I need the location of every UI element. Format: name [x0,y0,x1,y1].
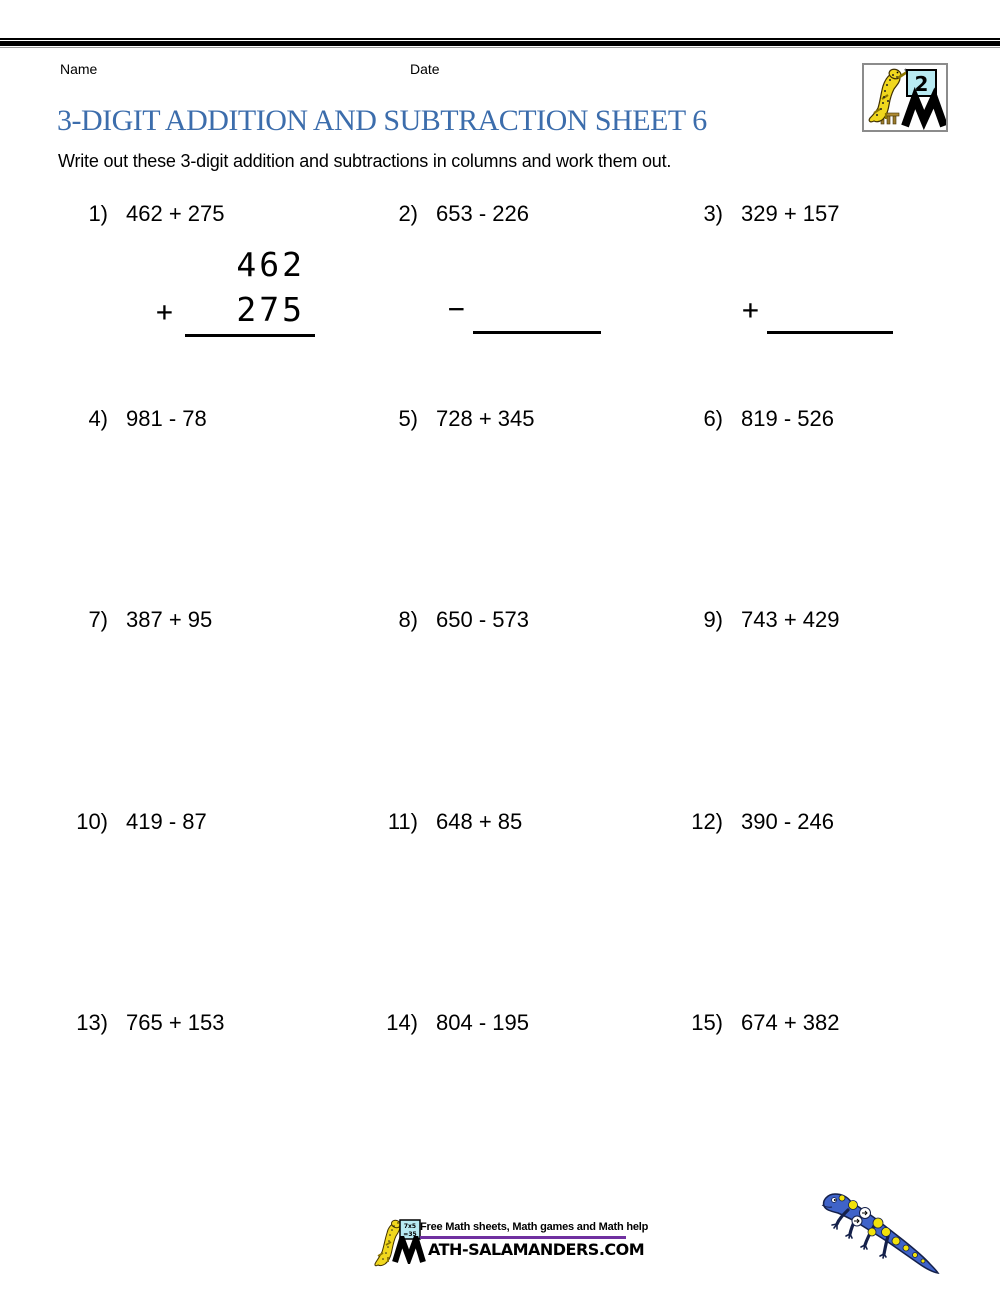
footer-logo [372,1216,649,1274]
problem-expression: 419 - 87 [126,809,207,834]
footer-underline [420,1236,626,1239]
problem-item [50,406,207,432]
problem-number: 4) [88,406,108,431]
worked-example-operator: + [156,295,173,328]
problem-row [0,1010,1000,1038]
problem-number: 10) [76,809,108,834]
problem-item [360,607,529,633]
problem-number: 9) [703,607,723,632]
footer-board-line1: 7x5 [403,1223,417,1230]
problem-item [50,809,207,835]
problem-item [360,201,529,227]
problem-row [0,406,1000,434]
problem-expression: 728 + 345 [436,406,535,431]
problem-number: 12) [691,809,723,834]
name-label: Name [60,61,98,77]
problem-expression: 743 + 429 [741,607,840,632]
problem-expression: 648 + 85 [436,809,523,834]
problem-expression: 819 - 526 [741,406,834,431]
problem-number: 13) [76,1010,108,1035]
problem-row [0,809,1000,837]
problem-number: 14) [386,1010,418,1035]
problem-number: 15) [691,1010,723,1035]
problem-number: 5) [398,406,418,431]
problem-number: 7) [88,607,108,632]
problem-item [360,1010,529,1036]
answer-line [473,331,601,334]
problem-expression: 765 + 153 [126,1010,225,1035]
problem-number: 1) [88,201,108,226]
footer-m-icon [392,1236,426,1264]
problem-number: 2) [398,201,418,226]
problem-item [665,201,839,227]
top-rule-thin [0,38,1000,40]
problem-item [665,1010,839,1036]
problem-item [50,1010,224,1036]
problem-item [665,809,834,835]
page-title: 3-DIGIT ADDITION AND SUBTRACTION SHEET 6 [57,104,707,137]
problem-expression: 674 + 382 [741,1010,840,1035]
problem-number: 8) [398,607,418,632]
problem-row [0,607,1000,635]
header-logo-graphic [864,65,946,130]
header-m-icon [905,98,944,126]
worked-example-bottom-number: 275 [236,290,305,329]
problem-item [360,809,522,835]
problem-expression: 329 + 157 [741,201,840,226]
top-rule-thick [0,41,1000,46]
problem-item [50,201,224,227]
answer-line [767,331,893,334]
problem-number: 3) [703,201,723,226]
problem-item [360,406,534,432]
blank-column-operator: + [742,293,759,326]
problem-expression: 804 - 195 [436,1010,529,1035]
blank-column-operator: − [448,292,465,325]
problem-item [50,607,212,633]
blue-salamander-icon [818,1186,942,1274]
problem-expression: 653 - 226 [436,201,529,226]
date-label: Date [410,61,440,77]
worked-example-top-number: 462 [236,245,305,284]
problem-number: 11) [387,809,418,834]
footer-board-line2: =35 [403,1231,417,1238]
problem-expression: 462 + 275 [126,201,225,226]
problem-number: 6) [703,406,723,431]
header-badge-number: 2 [914,72,929,96]
answer-line [185,334,315,337]
footer-tagline: Free Math sheets, Math games and Math help [420,1221,649,1233]
header-logo [862,63,948,132]
top-rule-hairline [0,47,1000,48]
problem-expression: 387 + 95 [126,607,213,632]
problem-expression: 981 - 78 [126,406,207,431]
header-badge [907,70,936,96]
problem-expression: 650 - 573 [436,607,529,632]
problem-item [665,607,839,633]
problem-expression: 390 - 246 [741,809,834,834]
footer-site-text: ATH-SALAMANDERS.COM [428,1240,645,1259]
problem-item [665,406,834,432]
problem-row [0,201,1000,229]
instruction-text: Write out these 3-digit addition and subtractions in columns and work them out. [58,151,672,171]
